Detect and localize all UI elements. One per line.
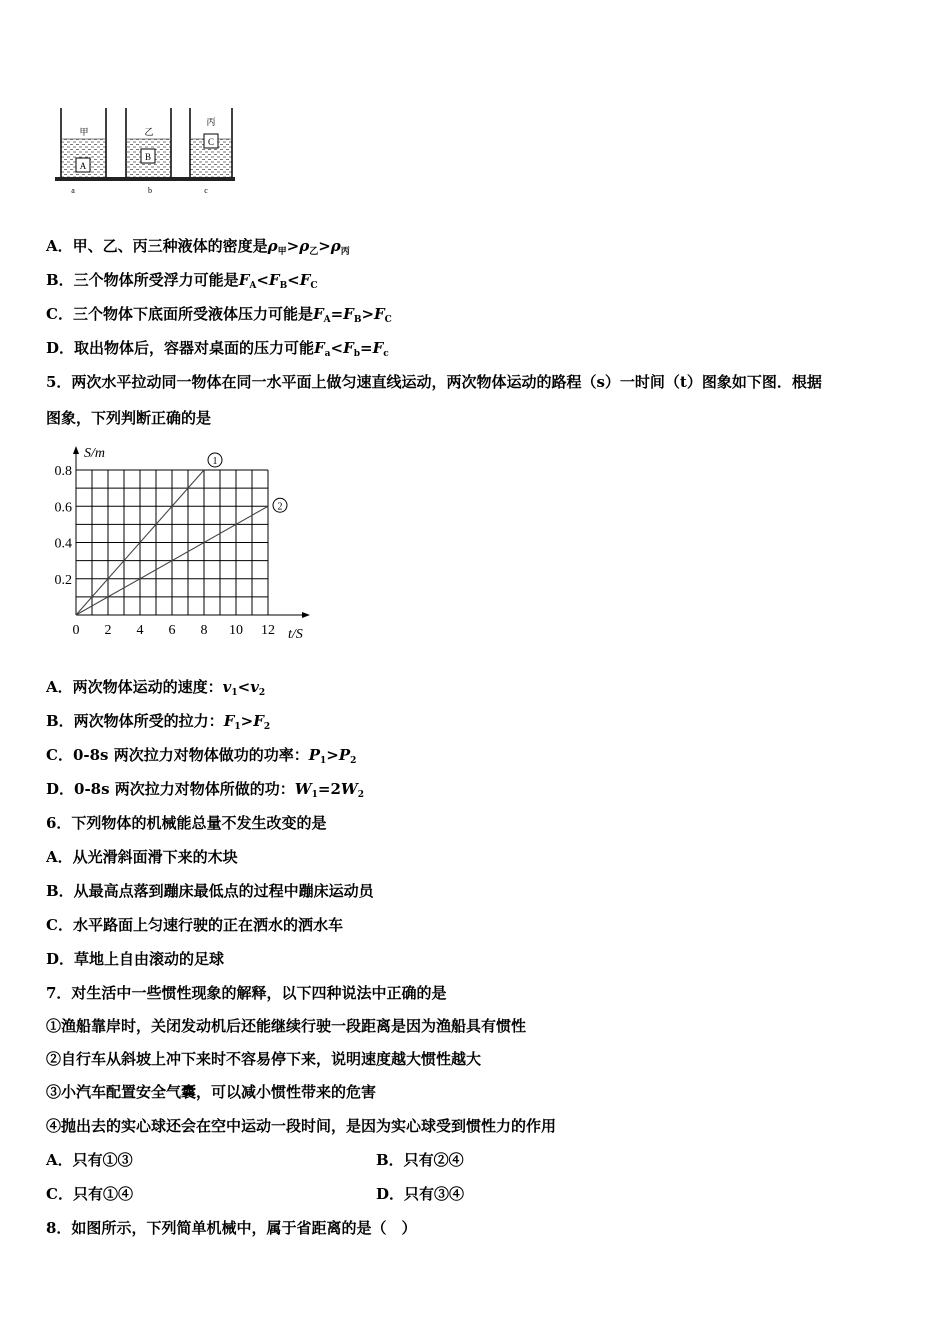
svg-text:B: B [144, 152, 152, 162]
q7-option-a: A．只有①③ [46, 1151, 133, 1169]
q6-option-c: C．水平路面上匀速行驶的正在洒水的洒水车 [46, 916, 343, 934]
q7-option-c: C．只有①④ [46, 1185, 133, 1203]
st-chart [40, 440, 330, 645]
x-tick-label: 6 [168, 623, 176, 638]
x-tick-label: 12 [261, 623, 275, 638]
x-tick-label: 4 [136, 623, 144, 638]
beaker-b [126, 108, 171, 195]
q5-stem-line1: 5．两次水平拉动同一物体在同一水平面上做匀速直线运动，两次物体运动的路程（s）一时间（t）图象如下图．根据 [46, 373, 822, 391]
beaker-c [190, 108, 232, 195]
x-axis-arrow [302, 612, 310, 618]
q7-statement-1: ①渔船靠岸时，关闭发动机后还能继续行驶一段距离是因为渔船具有惯性 [46, 1017, 527, 1035]
x-tick-label: 2 [104, 623, 112, 638]
q4-option-c: C．三个物体下底面所受液体压力可能是$F_A=F_B>F_C$ [46, 305, 392, 325]
q7-statement-4: ④抛出去的实心球还会在空中运动一段时间，是因为实心球受到惯性力的作用 [46, 1117, 557, 1135]
q8-stem: 8．如图所示，下列简单机械中，属于省距离的是（ ） [46, 1219, 417, 1237]
svg-text:b: b [148, 186, 152, 195]
beaker-a [61, 108, 106, 195]
svg-text:A: A [79, 161, 87, 171]
q6-stem: 6．下列物体的机械能总量不发生改变的是 [46, 814, 327, 832]
q7-statement-2: ②自行车从斜坡上冲下来时不容易停下来，说明速度越大惯性越大 [46, 1050, 482, 1068]
y-axis-arrow [73, 446, 79, 454]
svg-text:1: 1 [212, 456, 218, 467]
y-tick-label: 0.6 [54, 500, 72, 516]
q5-option-d: D．0-8s 两次拉力对物体所做的功：$W_1=2W_2$ [46, 780, 365, 800]
series-label-2 [273, 498, 287, 512]
svg-text:C: C [207, 137, 215, 147]
chart-axes [73, 446, 310, 618]
y-tick-label: 0.2 [54, 572, 72, 588]
x-axis-label: t/S [288, 627, 303, 642]
svg-text:丙: 丙 [206, 117, 216, 127]
y-tick-label: 0.4 [54, 536, 72, 552]
q4-option-a: A．甲、乙、丙三种液体的密度是$\rho_甲>\rho_乙>\rho_丙$ [46, 237, 350, 257]
table-surface [55, 177, 235, 181]
q6-option-d: D．草地上自由滚动的足球 [46, 950, 225, 968]
q5-option-c: C．0-8s 两次拉力对物体做功的功率：$P_1>P_2$ [46, 746, 357, 766]
q6-option-a: A．从光滑斜面滑下来的木块 [46, 848, 238, 866]
q5-option-b: B．两次物体所受的拉力：$F_1>F_2$ [46, 712, 271, 732]
x-tick-label: 10 [229, 623, 243, 638]
x-tick-label: 8 [200, 623, 208, 638]
x-tick-label: 0 [72, 623, 80, 638]
q4-option-b: B．三个物体所受浮力可能是$F_A<F_B<F_C$ [46, 271, 318, 291]
q7-statement-3: ③小汽车配置安全气囊，可以减小惯性带来的危害 [46, 1083, 377, 1101]
beakers-figure [55, 105, 240, 200]
q7-option-b: B．只有②④ [376, 1151, 464, 1169]
svg-text:甲: 甲 [79, 127, 89, 137]
y-axis-label: S/m [84, 446, 105, 461]
q5-stem-line2: 图象，下列判断正确的是 [46, 409, 212, 427]
q4-option-d: D．取出物体后，容器对桌面的压力可能$F_a<F_b=F_c$ [46, 339, 389, 359]
q6-option-b: B．从最高点落到蹦床最低点的过程中蹦床运动员 [46, 882, 374, 900]
q5-option-a: A．两次物体运动的速度：$v_1<v_2$ [46, 678, 266, 698]
svg-text:c: c [204, 186, 208, 195]
y-tick-label: 0.8 [54, 464, 72, 479]
q7-option-d: D．只有③④ [376, 1185, 465, 1203]
q7-stem: 7．对生活中一些惯性现象的解释，以下四种说法中正确的是 [46, 984, 447, 1002]
svg-text:a: a [71, 186, 75, 195]
svg-text:乙: 乙 [144, 127, 154, 137]
chart-grid [76, 470, 268, 615]
svg-text:2: 2 [277, 501, 283, 513]
series-label-1 [208, 453, 222, 467]
